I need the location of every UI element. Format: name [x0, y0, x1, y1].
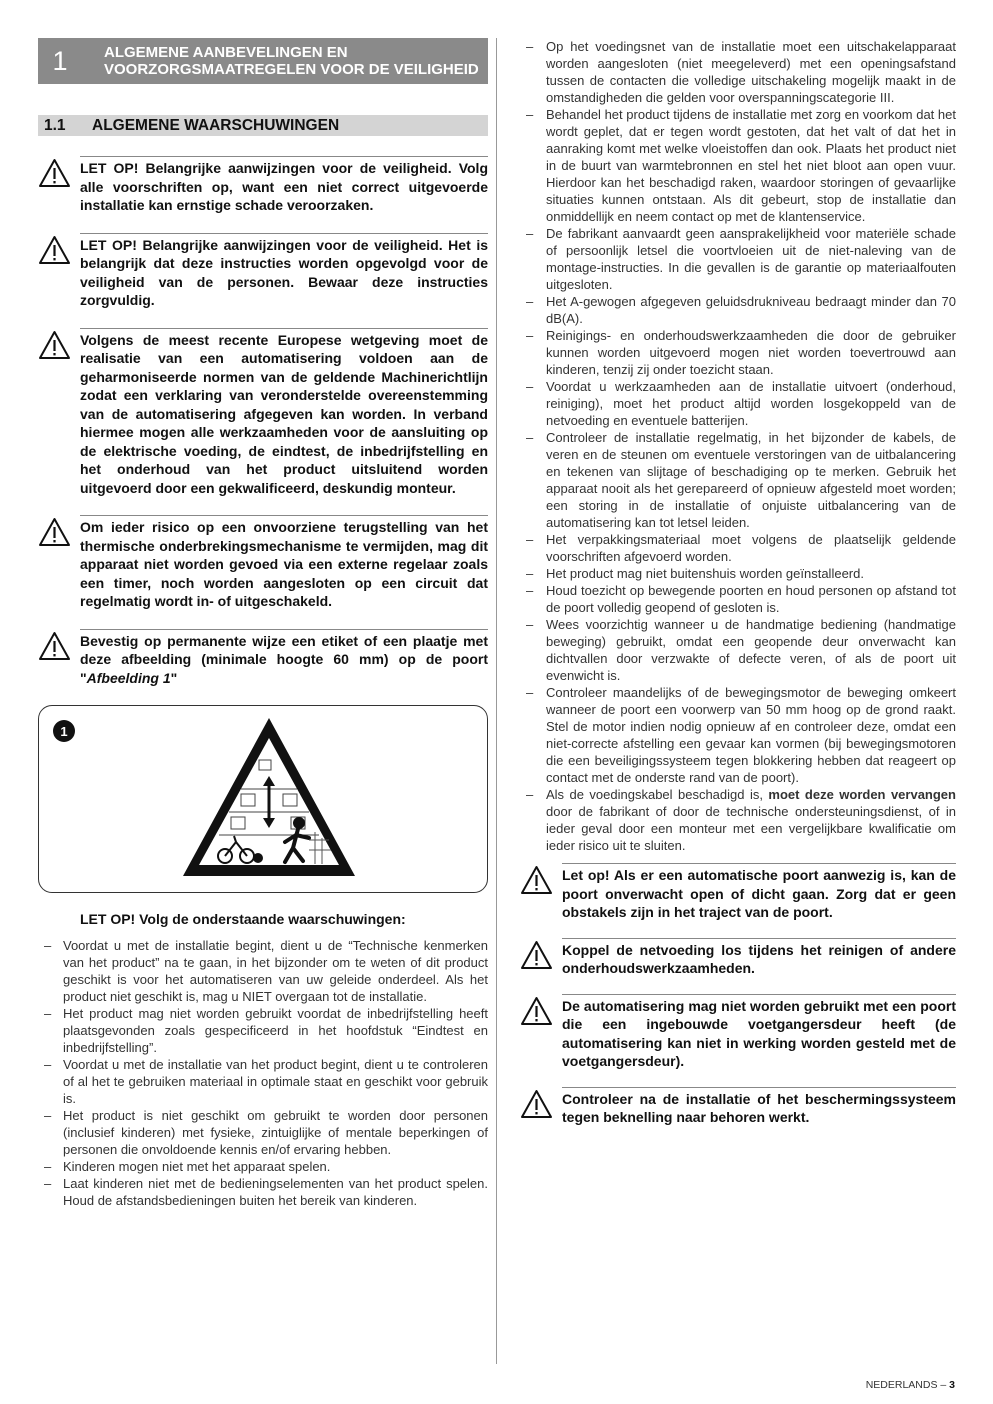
list-item: – Het verpakkingsmateriaal moet volgens de plaatselijk geldende voorschriften afgevoerd worden.: [520, 531, 956, 565]
left-warning-list: [38, 937, 488, 1209]
footer-language: NEDERLANDS –: [865, 1379, 950, 1391]
list-item: – Controleer maandelijks of de bewegingsmotor de beweging omkeert wanneer de poort een voorwerp van 50 mm hoog op de grond raakt. Stel de motor indien nodig opnieuw af en controleer deze, omdat een niet-correcte afstelling een gevaar kan vormen (bij bewegingsmotoren die een beveiligingssysteem tegen blokkering hebben dat reageert op contact met de onderste rand van de poort).: [520, 684, 956, 786]
list-item: – De fabrikant aanvaardt geen aansprakelijkheid voor materiële schade of persoonlijk letsel die voortvloeien uit de niet-naleving van de montage-instructies. In die gevallen is de garantie op materiaalfouten uitgesloten.: [520, 225, 956, 293]
left-column: [38, 38, 488, 1209]
warning-triangle-icon: [38, 328, 80, 498]
page-footer: [866, 1379, 955, 1391]
list-item: – Behandel het product tijdens de installatie met zorg en voorkom dat het wordt geplet, dat er tegen wordt gestoten, dat het valt of dat het in aanraking komt met welke vloeistoffen dan ook. Plaats het product niet in de buurt van warmtebronnen en stel het niet bloot aan open vuur. Hierdoor kan het beschadigd raken, waardoor storingen of gevaarlijke situaties kunnen ontstaan. Als dit gebeurt, stop de installatie dan onmiddellijk en neem contact op met de klantenservice.: [520, 106, 956, 225]
section-header: [38, 115, 488, 136]
label-warning-end: ": [170, 669, 178, 686]
gate-hazard-pictogram: [179, 714, 359, 880]
warning-text: Let op! Als er een automatische poort aanwezig is, kan de poort onverwacht open of dicht gaan. Zorg dat er geen obstakels zijn in het traject van de poort.: [562, 863, 956, 922]
warning-text: De automatisering mag niet worden gebruikt met een poort die een ingebouwde voetgangersdeur heeft (de automatisering kan niet in werking worden gesteld met de voetgangersdeur).: [562, 994, 956, 1071]
warning-triangle-icon: [38, 233, 80, 310]
section-title: ALGEMENE WAARSCHUWINGEN: [92, 116, 340, 134]
warning-triangle-icon: [38, 156, 80, 215]
list-item: – Voordat u werkzaamheden aan de installatie uitvoert (onderhoud, reiniging), moet het product altijd worden losgekoppeld van de netvoeding en eventuele batterijen.: [520, 378, 956, 429]
column-divider: [496, 38, 497, 1364]
chapter-title-line1: ALGEMENE AANBEVELINGEN EN: [104, 44, 348, 61]
list-item-text: Als de voedingskabel beschadigd is,: [546, 787, 769, 802]
warning-triangle-icon: [38, 629, 80, 688]
section-number: 1.1: [44, 116, 66, 134]
warning-block: [38, 156, 488, 215]
right-warning-list: [520, 38, 956, 854]
warning-text: LET OP! Belangrijke aanwijzingen voor de veiligheid. Het is belangrijk dat deze instructies worden opgevolgd voor de veiligheid van de personen. Bewaar deze instructies zorgvuldig.: [80, 233, 488, 310]
warning-block: [38, 233, 488, 310]
figure-reference: Afbeelding 1: [86, 669, 171, 686]
chapter-number: 1: [52, 45, 68, 76]
chapter-title-line2: VOORZORGSMAATREGELEN VOOR DE VEILIGHEID: [104, 61, 479, 78]
warning-triangle-icon: [520, 1087, 562, 1127]
warning-block: [520, 938, 956, 978]
list-item: – Laat kinderen niet met de bedieningselementen van het product spelen. Houd de afstandsbedieningen buiten het bereik van kinderen.: [38, 1175, 488, 1209]
label-warning-text: Bevestig op permanente wijze een etiket of een plaatje met deze afbeelding (minimale hoogte 60 mm) op de poort ": [80, 632, 488, 686]
list-item-emphasis: moet deze worden vervangen: [768, 787, 956, 802]
warning-triangle-icon: [520, 863, 562, 922]
chapter-header: [38, 38, 488, 84]
warning-text: Om ieder risico op een onvoorziene terugstelling van het thermische onderbrekingsmechanisme te vermijden, mag dit apparaat niet worden gevoed via een externe regelaar zoals een timer, noch worden aangesloten op een circuit dat regelmatig wordt in- of uitgeschakeld.: [80, 515, 488, 611]
list-item: – Reinigings- en onderhoudswerkzaamheden die door de gebruiker kunnen worden uitgevoerd mogen niet worden toevertrouwd aan kinderen, tenzij zij onder toezicht staan.: [520, 327, 956, 378]
list-item: – Kinderen mogen niet met het apparaat spelen.: [38, 1158, 488, 1175]
list-item: – Het product mag niet worden gebruikt voordat de inbedrijfstelling heeft plaatsgevonden zoals gespecificeerd in het hoofdstuk “Eindtest en inbedrijfstelling”.: [38, 1005, 488, 1056]
warning-text: LET OP! Belangrijke aanwijzingen voor de veiligheid. Volg alle voorschriften op, want een niet correct uitgevoerde installatie kan ernstige schade veroorzaken.: [80, 156, 488, 215]
list-item: – Het product mag niet buitenshuis worden geïnstalleerd.: [520, 565, 956, 582]
warning-block: [520, 863, 956, 922]
warning-text: Controleer na de installatie of het beschermingssysteem tegen beknelling naar behoren werkt.: [562, 1087, 956, 1127]
figure-1: [38, 705, 488, 893]
list-item: – Wees voorzichtig wanneer u de handmatige bediening (handmatige beweging) gebruikt, omdat een geopende deur onverwacht kan dichtvallen door verzwakte of defecte veren, of als de poort uit evenwicht is.: [520, 616, 956, 684]
warning-text: [80, 629, 488, 688]
chapter-title: [82, 38, 479, 84]
warning-triangle-icon: [520, 938, 562, 978]
warning-text: Koppel de netvoeding los tijdens het reinigen of andere onderhoudswerkzaamheden.: [562, 938, 956, 978]
subheading: LET OP! Volg de onderstaande waarschuwingen:: [80, 911, 406, 927]
warning-block-label: [38, 629, 488, 688]
warning-triangle-icon: [520, 994, 562, 1071]
warning-triangle-icon: [38, 515, 80, 611]
list-item: – Voordat u met de installatie begint, dient u de “Technische kenmerken van het product” na te gaan, in het bijzonder om te weten of dit product geschikt is voor het automatiseren van uw geleide onderdeel. Als het product niet geschikt is, mag u NIET overgaan tot de installatie.: [38, 937, 488, 1005]
page-number: 3: [949, 1379, 955, 1391]
list-item: – Controleer de installatie regelmatig, in het bijzonder de kabels, de veren en de steunen om eventuele verstoringen van de uitbalancering en tekenen van slijtage of beschadiging op te merken. Gebruik het apparaat nooit als het gerepareerd of opnieuw afgesteld moet worden; een storing in de installatie of onjuiste uitbalancering van de automatisering kan tot letsel leiden.: [520, 429, 956, 531]
right-column: [520, 38, 956, 1127]
warning-block: [38, 328, 488, 498]
list-item: [520, 786, 956, 854]
warning-text: Volgens de meest recente Europese wetgeving moet de realisatie van een automatisering voldoen aan de geharmoniseerde normen van de geldende Machinerichtlijn zodat een verklaring van veronderstelde overeenstemming van de automatisering afgegeven kan worden. In verband hiermee mogen alle werkzaamheden voor de aansluiting op de elektrische voeding, de eindtest, de inbedrijfstelling en het onderhoud van het product uitsluitend worden uitgevoerd door een gekwalificeerd, deskundig monteur.: [80, 328, 488, 498]
list-item: – Het A-gewogen afgegeven geluidsdrukniveau bedraagt minder dan 70 dB(A).: [520, 293, 956, 327]
list-item-text: door de fabrikant of door de technische ondersteuningsdienst, of in ieder geval door een monteur met een vergelijkbare kwalificatie om ieder risico uit te sluiten.: [546, 804, 956, 853]
warning-block: [38, 515, 488, 611]
list-item: – Het product is niet geschikt om gebruikt te worden door personen (inclusief kinderen) met fysieke, zintuiglijke of mentale beperkingen of personen die onvoldoende kennis en/of ervaring hebben.: [38, 1107, 488, 1158]
warning-block: [520, 994, 956, 1071]
figure-number-badge: 1: [53, 720, 75, 742]
list-item: – Op het voedingsnet van de installatie moet een uitschakelapparaat worden aangesloten (niet meegeleverd) met een openingsafstand tussen de contacten die volledige uitschakeling mogelijk maakt in de omstandigheden die gelden voor overspanningscategorie III.: [520, 38, 956, 106]
list-item: – Voordat u met de installatie van het product begint, dient u te controleren of al het te gebruiken materiaal in optimale staat en geschikt voor gebruik is.: [38, 1056, 488, 1107]
list-item: – Houd toezicht op bewegende poorten en houd personen op afstand tot de poort volledig geopend of gesloten is.: [520, 582, 956, 616]
warning-block: [520, 1087, 956, 1127]
